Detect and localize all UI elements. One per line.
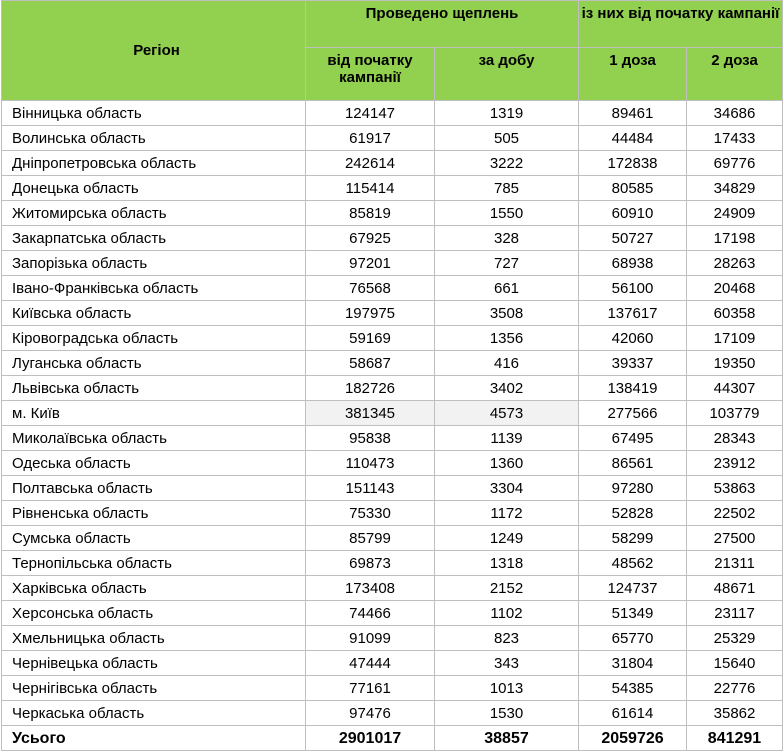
per-day-cell[interactable]: 1249 — [435, 526, 579, 551]
totals-dose2[interactable]: 841291 — [687, 726, 783, 751]
dose1-cell[interactable]: 39337 — [579, 351, 687, 376]
region-cell[interactable]: Миколаївська область — [2, 426, 306, 451]
dose2-cell[interactable]: 23912 — [687, 451, 783, 476]
per-day-cell[interactable]: 416 — [435, 351, 579, 376]
dose1-cell[interactable]: 65770 — [579, 626, 687, 651]
since-start-cell[interactable]: 76568 — [306, 276, 435, 301]
region-cell[interactable]: Дніпропетровська область — [2, 151, 306, 176]
table-row — [2, 326, 783, 351]
since-start-cell[interactable]: 67925 — [306, 226, 435, 251]
dose1-cell[interactable]: 86561 — [579, 451, 687, 476]
since-start-cell[interactable]: 110473 — [306, 451, 435, 476]
dose2-cell[interactable]: 103779 — [687, 401, 783, 426]
per-day-cell[interactable]: 785 — [435, 176, 579, 201]
since-start-cell[interactable]: 75330 — [306, 501, 435, 526]
dose2-cell[interactable]: 69776 — [687, 151, 783, 176]
per-day-cell[interactable]: 1550 — [435, 201, 579, 226]
since-start-cell[interactable]: 115414 — [306, 176, 435, 201]
per-day-cell[interactable]: 3304 — [435, 476, 579, 501]
since-start-cell[interactable]: 77161 — [306, 676, 435, 701]
per-day-cell[interactable]: 1013 — [435, 676, 579, 701]
per-day-cell[interactable]: 328 — [435, 226, 579, 251]
per-day-cell[interactable]: 1139 — [435, 426, 579, 451]
region-cell[interactable]: м. Київ — [2, 401, 306, 426]
table-row — [2, 201, 783, 226]
column-group-vaccinated[interactable]: Проведено щеплень — [306, 1, 579, 48]
dose1-cell[interactable]: 124737 — [579, 576, 687, 601]
table-row — [2, 501, 783, 526]
dose1-cell[interactable]: 80585 — [579, 176, 687, 201]
table-row — [2, 451, 783, 476]
per-day-cell[interactable]: 661 — [435, 276, 579, 301]
dose1-cell[interactable]: 61614 — [579, 701, 687, 726]
region-cell[interactable]: Івано-Франківська область — [2, 276, 306, 301]
table-row — [2, 401, 783, 426]
table-row — [2, 601, 783, 626]
dose1-cell[interactable]: 31804 — [579, 651, 687, 676]
per-day-cell[interactable]: 1102 — [435, 601, 579, 626]
region-cell[interactable]: Черкаська область — [2, 701, 306, 726]
region-cell[interactable]: Чернівецька область — [2, 651, 306, 676]
per-day-cell[interactable]: 1319 — [435, 101, 579, 126]
table-header — [2, 1, 783, 101]
since-start-cell[interactable]: 58687 — [306, 351, 435, 376]
dose1-cell[interactable]: 138419 — [579, 376, 687, 401]
dose2-cell[interactable]: 24909 — [687, 201, 783, 226]
since-start-cell[interactable]: 61917 — [306, 126, 435, 151]
table-row — [2, 651, 783, 676]
since-start-cell[interactable]: 242614 — [306, 151, 435, 176]
dose1-cell[interactable]: 56100 — [579, 276, 687, 301]
dose1-cell[interactable]: 277566 — [579, 401, 687, 426]
region-cell[interactable]: Кіровоградська область — [2, 326, 306, 351]
dose2-cell[interactable]: 34686 — [687, 101, 783, 126]
dose1-cell[interactable]: 44484 — [579, 126, 687, 151]
table-row — [2, 676, 783, 701]
since-start-cell[interactable]: 182726 — [306, 376, 435, 401]
table-row — [2, 476, 783, 501]
dose2-cell[interactable]: 48671 — [687, 576, 783, 601]
region-cell[interactable]: Вінницька область — [2, 101, 306, 126]
per-day-cell[interactable]: 3508 — [435, 301, 579, 326]
since-start-cell[interactable]: 47444 — [306, 651, 435, 676]
region-cell[interactable]: Рівненська область — [2, 501, 306, 526]
per-day-cell[interactable]: 3222 — [435, 151, 579, 176]
region-cell[interactable]: Закарпатська область — [2, 226, 306, 251]
table-row — [2, 626, 783, 651]
totals-since-start[interactable]: 2901017 — [306, 726, 435, 751]
dose2-cell[interactable]: 60358 — [687, 301, 783, 326]
region-cell[interactable]: Запорізька область — [2, 251, 306, 276]
table-row — [2, 176, 783, 201]
dose2-cell[interactable]: 22502 — [687, 501, 783, 526]
table-row — [2, 226, 783, 251]
dose2-cell[interactable]: 15640 — [687, 651, 783, 676]
region-cell[interactable]: Львівська область — [2, 376, 306, 401]
per-day-cell[interactable]: 3402 — [435, 376, 579, 401]
table-row — [2, 301, 783, 326]
totals-dose1[interactable]: 2059726 — [579, 726, 687, 751]
dose1-cell[interactable]: 67495 — [579, 426, 687, 451]
dose1-cell[interactable]: 58299 — [579, 526, 687, 551]
dose2-cell[interactable]: 34829 — [687, 176, 783, 201]
per-day-cell[interactable]: 505 — [435, 126, 579, 151]
dose1-cell[interactable]: 51349 — [579, 601, 687, 626]
per-day-cell[interactable]: 1530 — [435, 701, 579, 726]
totals-label[interactable]: Усього — [2, 726, 306, 751]
table-row — [2, 551, 783, 576]
table-row — [2, 251, 783, 276]
per-day-cell[interactable]: 823 — [435, 626, 579, 651]
dose2-cell[interactable]: 28263 — [687, 251, 783, 276]
since-start-cell[interactable]: 197975 — [306, 301, 435, 326]
region-cell[interactable]: Луганська область — [2, 351, 306, 376]
dose2-cell[interactable]: 17433 — [687, 126, 783, 151]
region-cell[interactable]: Тернопільська область — [2, 551, 306, 576]
column-header-dose1[interactable]: 1 доза — [579, 48, 687, 101]
dose2-cell[interactable]: 19350 — [687, 351, 783, 376]
dose2-cell[interactable]: 23117 — [687, 601, 783, 626]
dose1-cell[interactable]: 42060 — [579, 326, 687, 351]
table-row — [2, 376, 783, 401]
dose2-cell[interactable]: 28343 — [687, 426, 783, 451]
dose2-cell[interactable]: 22776 — [687, 676, 783, 701]
dose1-cell[interactable]: 50727 — [579, 226, 687, 251]
dose2-cell[interactable]: 44307 — [687, 376, 783, 401]
dose2-cell[interactable]: 17109 — [687, 326, 783, 351]
since-start-cell[interactable]: 74466 — [306, 601, 435, 626]
since-start-cell[interactable]: 97476 — [306, 701, 435, 726]
region-cell[interactable]: Харківська область — [2, 576, 306, 601]
region-cell[interactable]: Чернігівська область — [2, 676, 306, 701]
table-row — [2, 526, 783, 551]
per-day-cell[interactable]: 1360 — [435, 451, 579, 476]
dose1-cell[interactable]: 68938 — [579, 251, 687, 276]
dose2-cell[interactable]: 27500 — [687, 526, 783, 551]
since-start-cell[interactable]: 85819 — [306, 201, 435, 226]
dose1-cell[interactable]: 54385 — [579, 676, 687, 701]
dose1-cell[interactable]: 89461 — [579, 101, 687, 126]
table-row — [2, 426, 783, 451]
table-row — [2, 126, 783, 151]
header-row-top — [2, 1, 783, 48]
table-row — [2, 351, 783, 376]
since-start-cell[interactable]: 85799 — [306, 526, 435, 551]
dose2-cell[interactable]: 25329 — [687, 626, 783, 651]
column-header-per-day[interactable]: за добу — [435, 48, 579, 101]
vaccination-table — [1, 0, 783, 751]
region-cell[interactable]: Полтавська область — [2, 476, 306, 501]
per-day-cell[interactable]: 2152 — [435, 576, 579, 601]
region-cell[interactable]: Сумська область — [2, 526, 306, 551]
since-start-cell[interactable]: 151143 — [306, 476, 435, 501]
dose2-cell[interactable]: 35862 — [687, 701, 783, 726]
dose2-cell[interactable]: 20468 — [687, 276, 783, 301]
region-cell[interactable]: Донецька область — [2, 176, 306, 201]
region-cell[interactable]: Херсонська область — [2, 601, 306, 626]
table-body — [2, 101, 783, 751]
per-day-cell[interactable]: 727 — [435, 251, 579, 276]
since-start-cell[interactable]: 173408 — [306, 576, 435, 601]
since-start-cell[interactable]: 381345 — [306, 401, 435, 426]
per-day-cell[interactable]: 1172 — [435, 501, 579, 526]
since-start-cell[interactable]: 95838 — [306, 426, 435, 451]
table-row — [2, 701, 783, 726]
region-cell[interactable]: Волинська область — [2, 126, 306, 151]
since-start-cell[interactable]: 97201 — [306, 251, 435, 276]
per-day-cell[interactable]: 343 — [435, 651, 579, 676]
column-header-since-start[interactable]: від початку кампанії — [306, 48, 435, 101]
since-start-cell[interactable]: 124147 — [306, 101, 435, 126]
table-row — [2, 576, 783, 601]
dose1-cell[interactable]: 48562 — [579, 551, 687, 576]
dose2-cell[interactable]: 17198 — [687, 226, 783, 251]
dose2-cell[interactable]: 53863 — [687, 476, 783, 501]
since-start-cell[interactable]: 59169 — [306, 326, 435, 351]
table-row — [2, 101, 783, 126]
column-header-dose2[interactable]: 2 доза — [687, 48, 783, 101]
totals-per-day[interactable]: 38857 — [435, 726, 579, 751]
dose2-cell[interactable]: 21311 — [687, 551, 783, 576]
since-start-cell[interactable]: 91099 — [306, 626, 435, 651]
per-day-cell[interactable]: 4573 — [435, 401, 579, 426]
region-cell[interactable]: Київська область — [2, 301, 306, 326]
dose1-cell[interactable]: 60910 — [579, 201, 687, 226]
region-cell[interactable]: Житомирська область — [2, 201, 306, 226]
table-row — [2, 151, 783, 176]
column-group-since-start[interactable]: із них від початку кампанії — [579, 1, 783, 48]
region-cell[interactable]: Хмельницька область — [2, 626, 306, 651]
dose1-cell[interactable]: 52828 — [579, 501, 687, 526]
since-start-cell[interactable]: 69873 — [306, 551, 435, 576]
per-day-cell[interactable]: 1318 — [435, 551, 579, 576]
table-row — [2, 276, 783, 301]
dose1-cell[interactable]: 137617 — [579, 301, 687, 326]
per-day-cell[interactable]: 1356 — [435, 326, 579, 351]
column-header-region[interactable]: Регіон — [2, 1, 306, 101]
dose1-cell[interactable]: 172838 — [579, 151, 687, 176]
dose1-cell[interactable]: 97280 — [579, 476, 687, 501]
region-cell[interactable]: Одеська область — [2, 451, 306, 476]
